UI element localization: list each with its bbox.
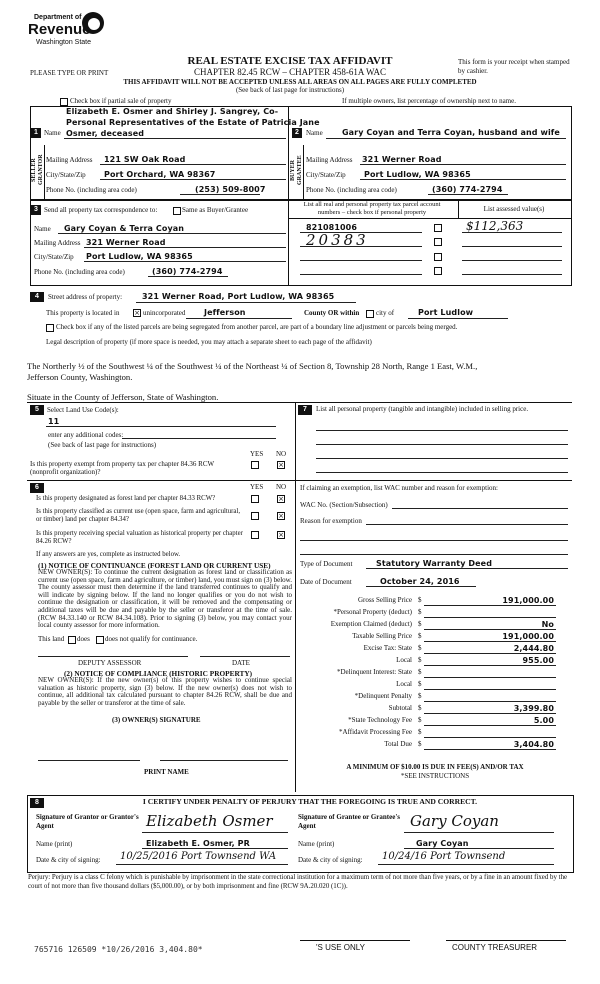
section-7-badge: 7 (298, 405, 312, 415)
exempt-no-checkbox[interactable]: × (278, 461, 284, 469)
deputy-assessor-label: DEPUTY ASSESSOR (78, 659, 142, 667)
seller-name-line2: Personal Representatives of the Estate of Patricia Jane (66, 118, 320, 127)
notice2-body: NEW OWNER(S): If the new owner(s) of this property wishes to continue special valuation as historic property, sign (3) below. If the new owner(s) does not wish to continue, all additional tax calculated pursuant to chapter 84.26 RCW, shall be due and payable by the seller or transferor at the time of sale. (38, 676, 292, 707)
corr-city: Port Ludlow, WA 98365 (86, 252, 193, 261)
tax-row-value: 5.00 (533, 716, 554, 725)
form-chapter: CHAPTER 82.45 RCW – CHAPTER 458-61A WAC (194, 67, 386, 77)
sec6-q1: Is this property designated as forest land per chapter 84.33 RCW? (36, 495, 216, 502)
seller-phone-label: Phone No. (including area code) (46, 186, 137, 194)
q1-no-checkbox[interactable]: × (278, 495, 284, 503)
buyer-phone: (360) 774-2794 (432, 185, 503, 194)
tax-row-label: Excise Tax: State (363, 644, 412, 652)
corr-name-label: Name (34, 225, 51, 233)
does-checkbox[interactable] (68, 636, 76, 644)
grantor-date-label: Date & city of signing: (36, 856, 101, 864)
tax-row-label: Gross Selling Price (357, 596, 412, 604)
seller-city-label: City/State/Zip (46, 171, 86, 179)
section-4-badge: 4 (30, 292, 44, 302)
located-label: This property is located in (46, 309, 120, 317)
grantee-signature: Gary Coyan (410, 812, 499, 830)
q3-yes-checkbox[interactable] (251, 531, 259, 539)
notice2-title: (2) NOTICE OF COMPLIANCE (HISTORIC PROPERTY) (64, 669, 253, 678)
q2-yes-checkbox[interactable] (251, 512, 259, 520)
tax-row-currency: $ (418, 596, 422, 604)
city-checkbox[interactable] (366, 310, 374, 318)
grantee-signature-label: Signature of Grantee or Grantee's Agent (298, 813, 401, 830)
revenue-logo (28, 12, 108, 52)
seller-city: Port Orchard, WA 98367 (104, 170, 216, 179)
minimum-note: A MINIMUM OF $10.00 IS DUE IN FEE(S) AND/OR TAX (346, 763, 524, 771)
sec6-no: NO (276, 483, 287, 491)
legal-line2: Jefferson County, Washington. (27, 372, 133, 382)
county-value: Jefferson (204, 308, 246, 317)
doc-type-label: Type of Document (300, 560, 353, 568)
print-name-label: PRINT NAME (144, 768, 189, 776)
grantee-name: Gary Coyan (416, 839, 469, 848)
tax-row-value: 191,000.00 (502, 596, 554, 605)
land-use-label: Select Land Use Code(s): (47, 406, 119, 414)
tax-row-currency: $ (418, 644, 422, 652)
seller-name-label: Name (44, 129, 61, 137)
section-8-badge: 8 (30, 798, 44, 808)
tax-row-currency: $ (418, 668, 422, 676)
seller-name-line3: Osmer, deceased (66, 129, 145, 138)
corr-city-label: City/State/Zip (34, 253, 74, 261)
tax-row-label: *State Technology Fee (348, 716, 412, 724)
buyer-side-label: BUYER GRANTEE (290, 155, 303, 185)
logo-state: Washington State (36, 39, 91, 46)
parcel-2-number: 20383 (306, 231, 369, 249)
doc-date: October 24, 2016 (380, 577, 460, 586)
grantor-name-label: Name (print) (36, 840, 73, 848)
logo-revenue: Revenue (28, 21, 91, 38)
sec5-no: NO (276, 450, 287, 458)
sec6-yes: YES (250, 483, 264, 491)
tax-row-label: Total Due (384, 740, 412, 748)
tax-row-currency: $ (418, 656, 422, 664)
reason-label: Reason for exemption (300, 517, 362, 525)
tax-row-currency: $ (418, 608, 422, 616)
tax-row-value: 191,000.00 (502, 632, 554, 641)
situate-line: Situate in the County of Jefferson, State of Washington. (27, 392, 219, 402)
tax-row-currency: $ (418, 680, 422, 688)
this-land-label: This land (38, 635, 65, 643)
segregated-checkbox[interactable] (46, 324, 54, 332)
partial-sale-label: Check box if partial sale of property (70, 97, 172, 105)
seller-side-label: SELLER GRANTOR (31, 154, 44, 186)
seller-name-line1: Elizabeth E. Osmer and Shirley J. Sangrey, Co- (66, 107, 279, 116)
tax-row-label: Local (396, 656, 412, 664)
print-note: PLEASE TYPE OR PRINT (30, 69, 109, 77)
see-instructions-note: *SEE INSTRUCTIONS (400, 772, 470, 780)
sec5-yes: YES (250, 450, 264, 458)
certify-statement: I CERTIFY UNDER PENALTY OF PERJURY THAT THE FOREGOING IS TRUE AND CORRECT. (142, 797, 478, 806)
corr-mailing: 321 Werner Road (86, 238, 166, 247)
county-treasurer-label: COUNTY TREASURER (452, 943, 538, 952)
date-label: DATE (232, 659, 250, 667)
tax-row-currency: $ (418, 632, 422, 640)
sec6-q3: Is this property receiving special valuation as historical property per chapter 84.26 RCW? (36, 530, 243, 545)
unincorporated-checkbox[interactable]: × (134, 309, 140, 317)
buyer-mailing-label: Mailing Address (306, 156, 353, 164)
buyer-city: Port Ludlow, WA 98365 (364, 170, 471, 179)
parcel-4-checkbox[interactable] (434, 267, 442, 275)
parcel-2-checkbox[interactable] (434, 238, 442, 246)
parcel-1-assessed: $112,363 (466, 219, 524, 233)
section-2-badge: 2 (292, 128, 302, 138)
form-title: REAL ESTATE EXCISE TAX AFFIDAVIT (187, 55, 393, 67)
tax-row-label: Taxable Selling Price (352, 632, 412, 640)
corr-phone-label: Phone No. (including area code) (34, 268, 125, 276)
section-3-badge: 3 (31, 205, 41, 215)
sec6-q2: Is this property classified as current use (open space, farm and agricultural, or timber) land per chapter 84.34? (36, 508, 241, 523)
tax-row-label: *Personal Property (deduct) (333, 608, 412, 616)
tax-row-value: No (541, 620, 554, 629)
tax-row-label: *Delinquent Interest: State (336, 668, 412, 676)
does-label: does (77, 635, 90, 643)
corr-phone: (360) 774-2794 (152, 267, 223, 276)
grantee-date-label: Date & city of signing: (298, 856, 363, 864)
partial-sale-checkbox[interactable] (60, 98, 68, 106)
buyer-name: Gary Coyan and Terra Coyan, husband and wife (342, 128, 560, 137)
see-back-label: (See back of last page for instructions) (48, 441, 157, 449)
tax-row-currency: $ (418, 620, 422, 628)
grantor-signature-label: Signature of Grantor or Grantor's Agent (36, 813, 139, 830)
street-address: 321 Werner Road, Port Ludlow, WA 98365 (142, 292, 335, 301)
notice1-body: NEW OWNER(S): To continue the current designation as forest land or classification as current use (open space, farm and agriculture, or timber) land, you must sign on (3) below. The county assessor must then determine if the land transferred continues to qualify and will indicate by signing below. If the land no longer qualifies or you do not wish to continue the designation or classification, it will be removed and the compensating or additional taxes will be due and payable by the seller or transferor at the time of sale. (RCW 84.33.140 or RCW 84.34.108). Prior to signing (3) below, you may contact your local county assessor for more information. (38, 568, 292, 630)
tax-row-currency: $ (418, 692, 422, 700)
wac-label: WAC No. (Section/Subsection) (300, 501, 388, 509)
doc-date-label: Date of Document (300, 578, 352, 586)
grantee-date: 10/24/16 Port Townsend (382, 851, 506, 862)
owner-signature-label: (3) OWNER(S) SIGNATURE (112, 716, 201, 724)
q2-no-checkbox[interactable]: × (278, 512, 284, 520)
city-label: city of (376, 309, 395, 317)
tax-row-value: 2,444.80 (513, 644, 554, 653)
grantor-date: 10/25/2016 Port Townsend WA (120, 851, 277, 862)
exempt-question: Is this property exempt from property tax per chapter 84.36 RCW (nonprofit organization)? (30, 460, 214, 476)
corr-name: Gary Coyan & Terra Coyan (64, 224, 185, 233)
if-yes-note: If any answers are yes, complete as instructed below. (36, 551, 181, 558)
parcel-3-checkbox[interactable] (434, 253, 442, 261)
does-not-label: does not qualify for continuance. (105, 635, 198, 643)
additional-codes-label: enter any additional codes: (48, 431, 124, 439)
land-use-code: 11 (48, 417, 60, 426)
receipt-note: This form is your receipt when stamped by cashier. (458, 58, 570, 75)
exempt-yes-checkbox[interactable] (251, 461, 259, 469)
perjury-notice: Perjury: Perjury is a class C felony which is punishable by imprisonment in the state correctional institution for a maximum term of not more than five years, or by a fine in an amount fixed by the court of not more than five thousand dollars ($5,000.00), or by both imprisonment and fine (RCW 9A.20.020 (1C)). (28, 874, 568, 890)
tax-row-label: Local (396, 680, 412, 688)
buyer-phone-label: Phone No. (including area code) (306, 186, 397, 194)
city-value: Port Ludlow (418, 308, 474, 317)
parcel-1-number: 821081006 (306, 223, 357, 232)
grantor-signature: Elizabeth Osmer (146, 812, 273, 830)
tax-row-currency: $ (418, 704, 422, 712)
logo-dept: Department of (34, 14, 82, 21)
assessed-header: List assessed value(s) (483, 205, 545, 213)
personal-property-label: List all personal property (tangible and intangible) included in selling price. (316, 405, 529, 413)
tax-row-label: Subtotal (388, 704, 412, 712)
buyer-mailing: 321 Werner Road (362, 155, 442, 164)
q3-no-checkbox[interactable]: × (278, 531, 284, 539)
tax-row-label: Exemption Claimed (deduct) (330, 620, 412, 628)
legal-label: Legal description of property (if more space is needed, you may attach a separate sheet to each page of the affidavit) (46, 338, 372, 346)
does-not-checkbox[interactable] (96, 636, 104, 644)
seller-mailing-label: Mailing Address (46, 156, 93, 164)
street-label: Street address of property: (48, 293, 123, 301)
correspondence-label: Send all property tax correspondence to: (44, 206, 158, 214)
tax-row-currency: $ (418, 728, 422, 736)
same-as-buyer-checkbox[interactable] (173, 207, 181, 215)
form-instructions: (See back of last page for instructions) (235, 86, 345, 94)
seller-mailing: 121 SW Oak Road (104, 155, 186, 164)
multiple-owners-label: If multiple owners, list percentage of ownership next to name. (342, 97, 516, 105)
same-as-buyer-label: Same as Buyer/Grantee (182, 206, 249, 214)
section-5-badge: 5 (30, 405, 44, 415)
parcels-header: List all real and personal property tax parcel account numbers – check box if personal property (303, 201, 441, 216)
tax-row-currency: $ (418, 740, 422, 748)
exemption-label: If claiming an exemption, list WAC number and reason for exemption: (300, 484, 498, 492)
tax-row-value: 955.00 (522, 656, 554, 665)
county-label: County OR within (304, 309, 360, 317)
buyer-name-label: Name (306, 129, 323, 137)
notice1-title: (1) NOTICE OF CONTINUANCE (FOREST LAND OR CURRENT USE) (38, 561, 271, 570)
legal-line1: The Northerly ½ of the Southwest ¼ of the Southwest ¼ of the Northeast ¼ of Section 8, Township 28 North, Range 1 East, W.M., (27, 361, 478, 371)
tax-row-label: *Affidavit Processing Fee (339, 728, 412, 736)
tax-row-label: *Delinquent Penalty (354, 692, 412, 700)
doc-type: Statutory Warranty Deed (376, 559, 493, 568)
tax-row-value: 3,399.80 (513, 704, 554, 713)
segregated-label: Check box if any of the listed parcels are being segregated from another parcel, are part of a boundary line adjustment or parcels being merged. (56, 323, 458, 331)
q1-yes-checkbox[interactable] (251, 495, 259, 503)
section-6-badge: 6 (30, 483, 44, 493)
form-warning: THIS AFFIDAVIT WILL NOT BE ACCEPTED UNLESS ALL AREAS ON ALL PAGES ARE FULLY COMPLETED (123, 78, 477, 86)
corr-mailing-label: Mailing Address (34, 239, 81, 247)
tax-row-currency: $ (418, 716, 422, 724)
buyer-city-label: City/State/Zip (306, 171, 346, 179)
seller-phone: (253) 509-8007 (195, 185, 266, 194)
grantor-name: Elizabeth E. Osmer, PR (146, 839, 250, 848)
parcel-1-checkbox[interactable] (434, 224, 442, 232)
section-1-badge: 1 (31, 128, 41, 138)
receipt-stamp: 765716 126509 *10/26/2016 3,404.80* (34, 945, 203, 954)
unincorporated-label: unincorporated (143, 309, 186, 317)
use-only-label: 'S USE ONLY (316, 943, 365, 952)
grantee-name-label: Name (print) (298, 840, 335, 848)
tax-row-value: 3,404.80 (513, 740, 554, 749)
